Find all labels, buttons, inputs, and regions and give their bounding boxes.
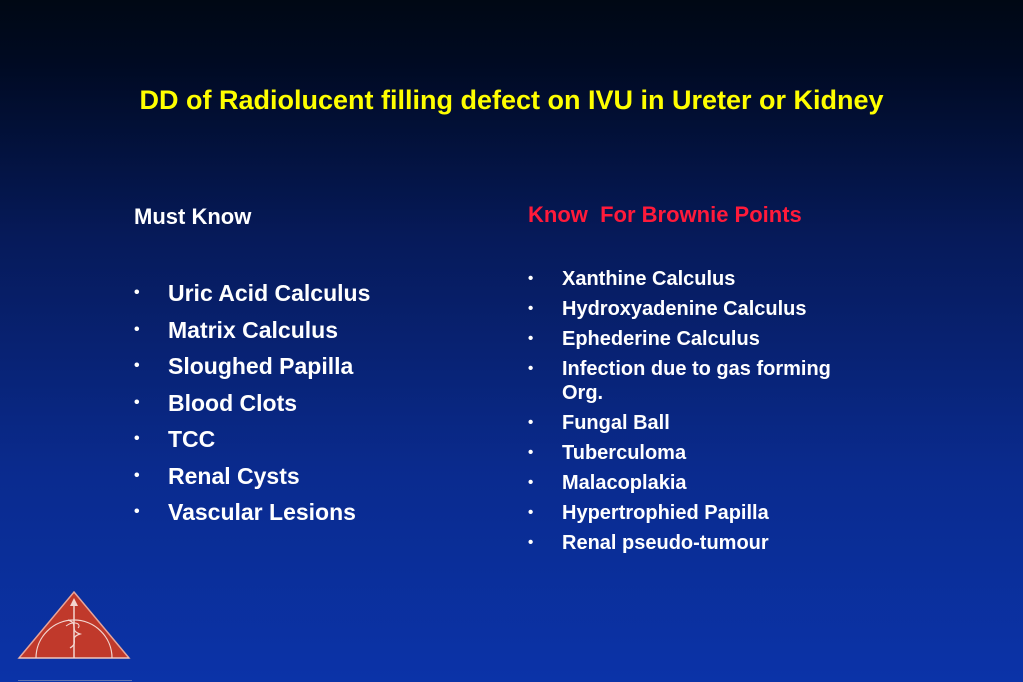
bullet-icon: • xyxy=(528,270,534,287)
bullet-icon: • xyxy=(134,430,140,447)
bullet-icon: • xyxy=(134,357,140,374)
bullet-icon: • xyxy=(134,320,140,338)
list-item xyxy=(134,421,514,458)
bullet-icon: • xyxy=(528,360,534,377)
must-know-column xyxy=(134,202,514,531)
list-item-text: Xanthine Calculus xyxy=(562,268,736,290)
brownie-points-heading: Know For Brownie Points xyxy=(528,202,802,227)
list-item-text: Hypertrophied Papilla xyxy=(562,502,769,524)
bullet-icon: • xyxy=(528,534,534,551)
list-item-text: TCC xyxy=(168,426,216,452)
list-item xyxy=(134,275,514,312)
list-item-text: Sloughed Papilla xyxy=(168,353,354,379)
list-item-text: Hydroxyadenine Calculus xyxy=(562,298,807,320)
slide-title: DD of Radiolucent filling defect on IVU in Ureter or Kidney xyxy=(139,85,884,115)
list-item-text: Fungal Ball xyxy=(562,412,670,434)
bullet-icon: • xyxy=(528,504,534,521)
bottom-divider xyxy=(18,680,132,681)
bullet-icon: • xyxy=(528,474,534,491)
list-item xyxy=(528,294,908,324)
brownie-points-list xyxy=(528,264,908,558)
list-item-text: Vascular Lesions xyxy=(168,499,356,525)
list-item-text: Tuberculoma xyxy=(562,442,687,464)
list-item xyxy=(134,494,514,531)
list-item-text: Matrix Calculus xyxy=(168,316,338,343)
list-item-text: Malacoplakia xyxy=(562,472,687,494)
list-item-text: Renal Cysts xyxy=(168,462,300,489)
medical-triangle-logo-icon xyxy=(16,590,132,682)
must-know-heading: Must Know xyxy=(134,204,252,229)
brownie-points-column xyxy=(528,200,908,558)
list-item-text: Blood Clots xyxy=(168,389,298,416)
list-item xyxy=(134,458,514,495)
list-item xyxy=(528,264,908,294)
list-item-text: Infection due to gas forming Org. xyxy=(562,358,831,404)
bullet-icon: • xyxy=(528,300,534,317)
bullet-icon: • xyxy=(134,284,140,301)
list-item xyxy=(134,348,514,385)
list-item xyxy=(528,528,908,558)
bullet-icon: • xyxy=(528,414,534,431)
bullet-icon: • xyxy=(134,393,140,411)
bullet-icon: • xyxy=(528,330,534,347)
list-item-text: Renal pseudo-tumour xyxy=(562,532,769,554)
list-item-text: Ephederine Calculus xyxy=(562,328,760,350)
list-item xyxy=(528,438,908,468)
list-item-text: Uric Acid Calculus xyxy=(168,280,371,306)
bullet-icon: • xyxy=(134,503,140,520)
bullet-icon: • xyxy=(528,444,534,461)
must-know-list xyxy=(134,275,514,531)
list-item xyxy=(134,385,514,422)
list-item xyxy=(134,312,514,349)
list-item xyxy=(528,468,908,498)
list-item xyxy=(528,498,908,528)
bullet-icon: • xyxy=(134,466,140,484)
list-item xyxy=(528,408,908,438)
list-item xyxy=(528,324,908,354)
list-item xyxy=(528,354,872,408)
